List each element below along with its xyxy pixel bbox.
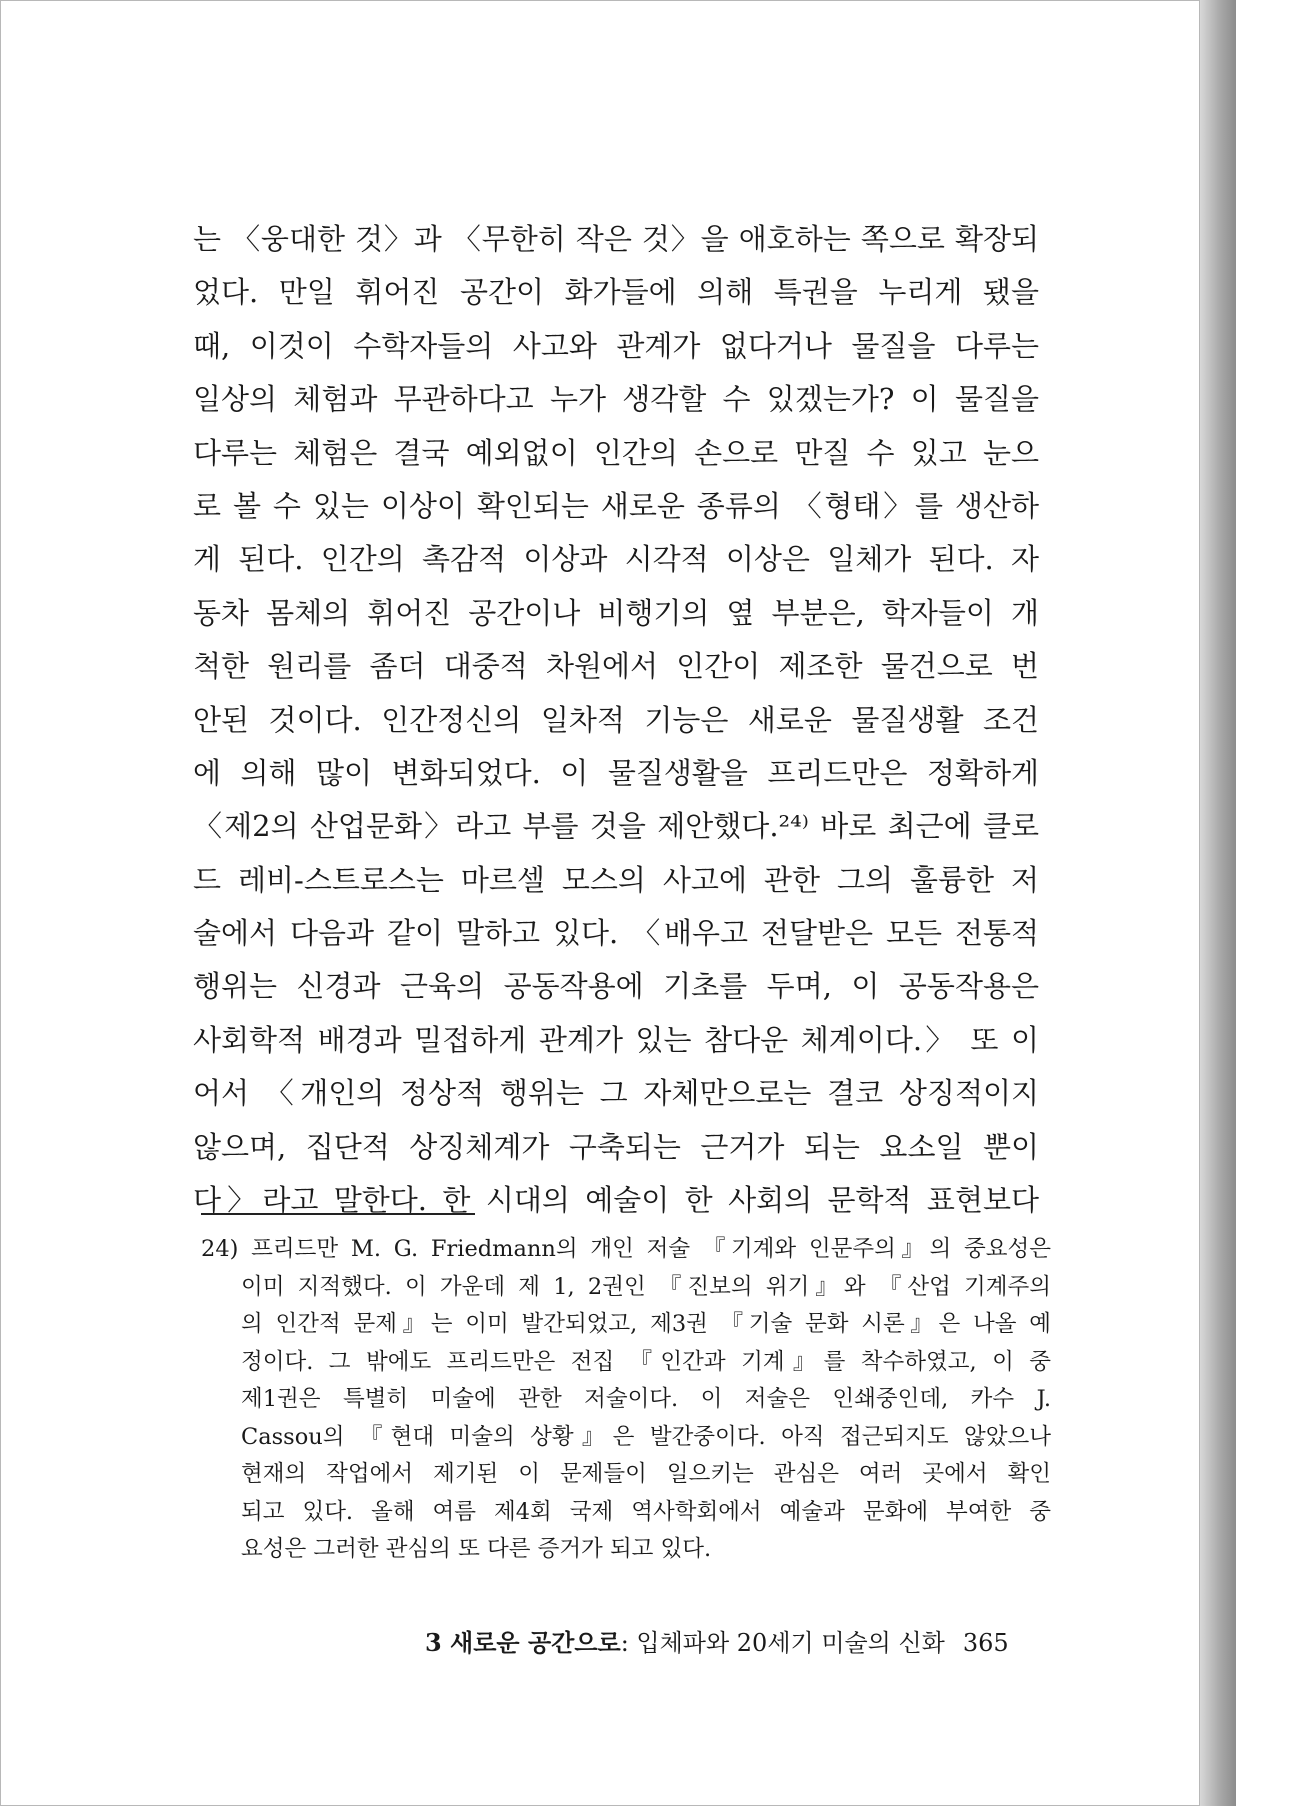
body-line: 때, 이것이 수학자들의 사고와 관계가 없다거나 물질을 다루는 [193,328,1039,363]
background-margin [1236,0,1307,1806]
footnote-line: 정이다. 그 밖에도 프리드만은 전집 『인간과 기계』를 착수하였고, 이 중 [241,1348,1051,1375]
page-number: 365 [962,1629,1009,1657]
body-line: 않으며, 집단적 상징체계가 구축되는 근거가 되는 요소일 뿐이 [193,1129,1039,1164]
body-line: 다〉라고 말한다. 한 시대의 예술이 한 사회의 문학적 표현보다 [193,1183,1039,1218]
footnote-line: 24) 프리드만 M. G. Friedmann의 개인 저술 『기계와 인문주의』의 중요성은 [201,1236,1051,1262]
footnote-line: 되고 있다. 올해 여름 제4회 국제 역사학회에서 예술과 문화에 부여한 중 [241,1498,1051,1525]
body-line: 드 레비-스트로스는 마르셀 모스의 사고에 관한 그의 훌륭한 저 [193,862,1039,897]
body-line: 동차 몸체의 휘어진 공간이나 비행기의 옆 부분은, 학자들이 개 [193,595,1039,630]
body-line: 일상의 체험과 무관하다고 누가 생각할 수 있겠는가? 이 물질을 [193,382,1039,417]
body-line: 게 된다. 인간의 촉감적 이상과 시각적 이상은 일체가 된다. 자 [193,542,1039,577]
body-line: 로 볼 수 있는 이상이 확인되는 새로운 종류의 〈형태〉를 생산하 [193,488,1039,523]
body-line: 안된 것이다. 인간정신의 일차적 기능은 새로운 물질생활 조건 [193,702,1039,737]
footnote-line: 의 인간적 문제』는 이미 발간되었고, 제3권 『기술 문화 시론』은 나올 예 [241,1311,1051,1337]
body-line: 척한 원리를 좀더 대중적 차원에서 인간이 제조한 물건으로 번 [193,649,1039,684]
footnote-line: 현재의 작업에서 제기된 이 문제들이 일으키는 관심은 여러 곳에서 확인 [241,1461,1051,1487]
body-text [193,213,1039,1227]
body-line: 에 의해 많이 변화되었다. 이 물질생활을 프리드만은 정확하게 [193,755,1039,790]
body-line: 었다. 만일 휘어진 공간이 화가들에 의해 특권을 누리게 됐을 [193,275,1039,310]
page-stack-edge [1200,0,1236,1806]
running-footer [425,1623,1025,1658]
body-line: 술에서 다음과 같이 말하고 있다. 〈배우고 전달받은 모든 전통적 [193,916,1039,951]
body-line: 사회학적 배경과 밀접하게 관계가 있는 참다운 체계이다.〉 또 이 [193,1022,1039,1057]
footnote-line: 이미 지적했다. 이 가운데 제 1, 2권인 『진보의 위기』와 『산업 기계주의 [241,1273,1051,1300]
body-line: 다루는 체험은 결국 예외없이 인간의 손으로 만질 수 있고 눈으 [193,435,1039,470]
footer-subtitle: : 입체파와 20세기 미술의 신화 [620,1629,945,1657]
footnote-line: 제1권은 특별히 미술에 관한 저술이다. 이 저술은 인쇄중인데, 카수 J. [241,1386,1051,1412]
body-line: 〈제2의 산업문화〉라고 부를 것을 제안했다.²⁴⁾ 바로 최근에 클로 [193,809,1039,844]
body-line: 행위는 신경과 근육의 공동작용에 기초를 두며, 이 공동작용은 [193,969,1039,1004]
footnote-line: Cassou의 『현대 미술의 상황』은 발간중이다. 아직 접근되지도 않았으나 [241,1423,1051,1450]
footnote-line: 요성은 그러한 관심의 또 다른 증거가 되고 있다. [241,1536,712,1562]
body-line: 는 〈웅대한 것〉과 〈무한히 작은 것〉을 애호하는 쪽으로 확장되 [193,222,1039,256]
footnote-24 [201,1231,1051,1569]
footer-chapter-title: 3 새로운 공간으로 [425,1628,621,1657]
body-line: 어서 〈개인의 정상적 행위는 그 자체만으로는 결코 상징적이지 [193,1076,1039,1111]
footnote-divider [201,1213,475,1215]
